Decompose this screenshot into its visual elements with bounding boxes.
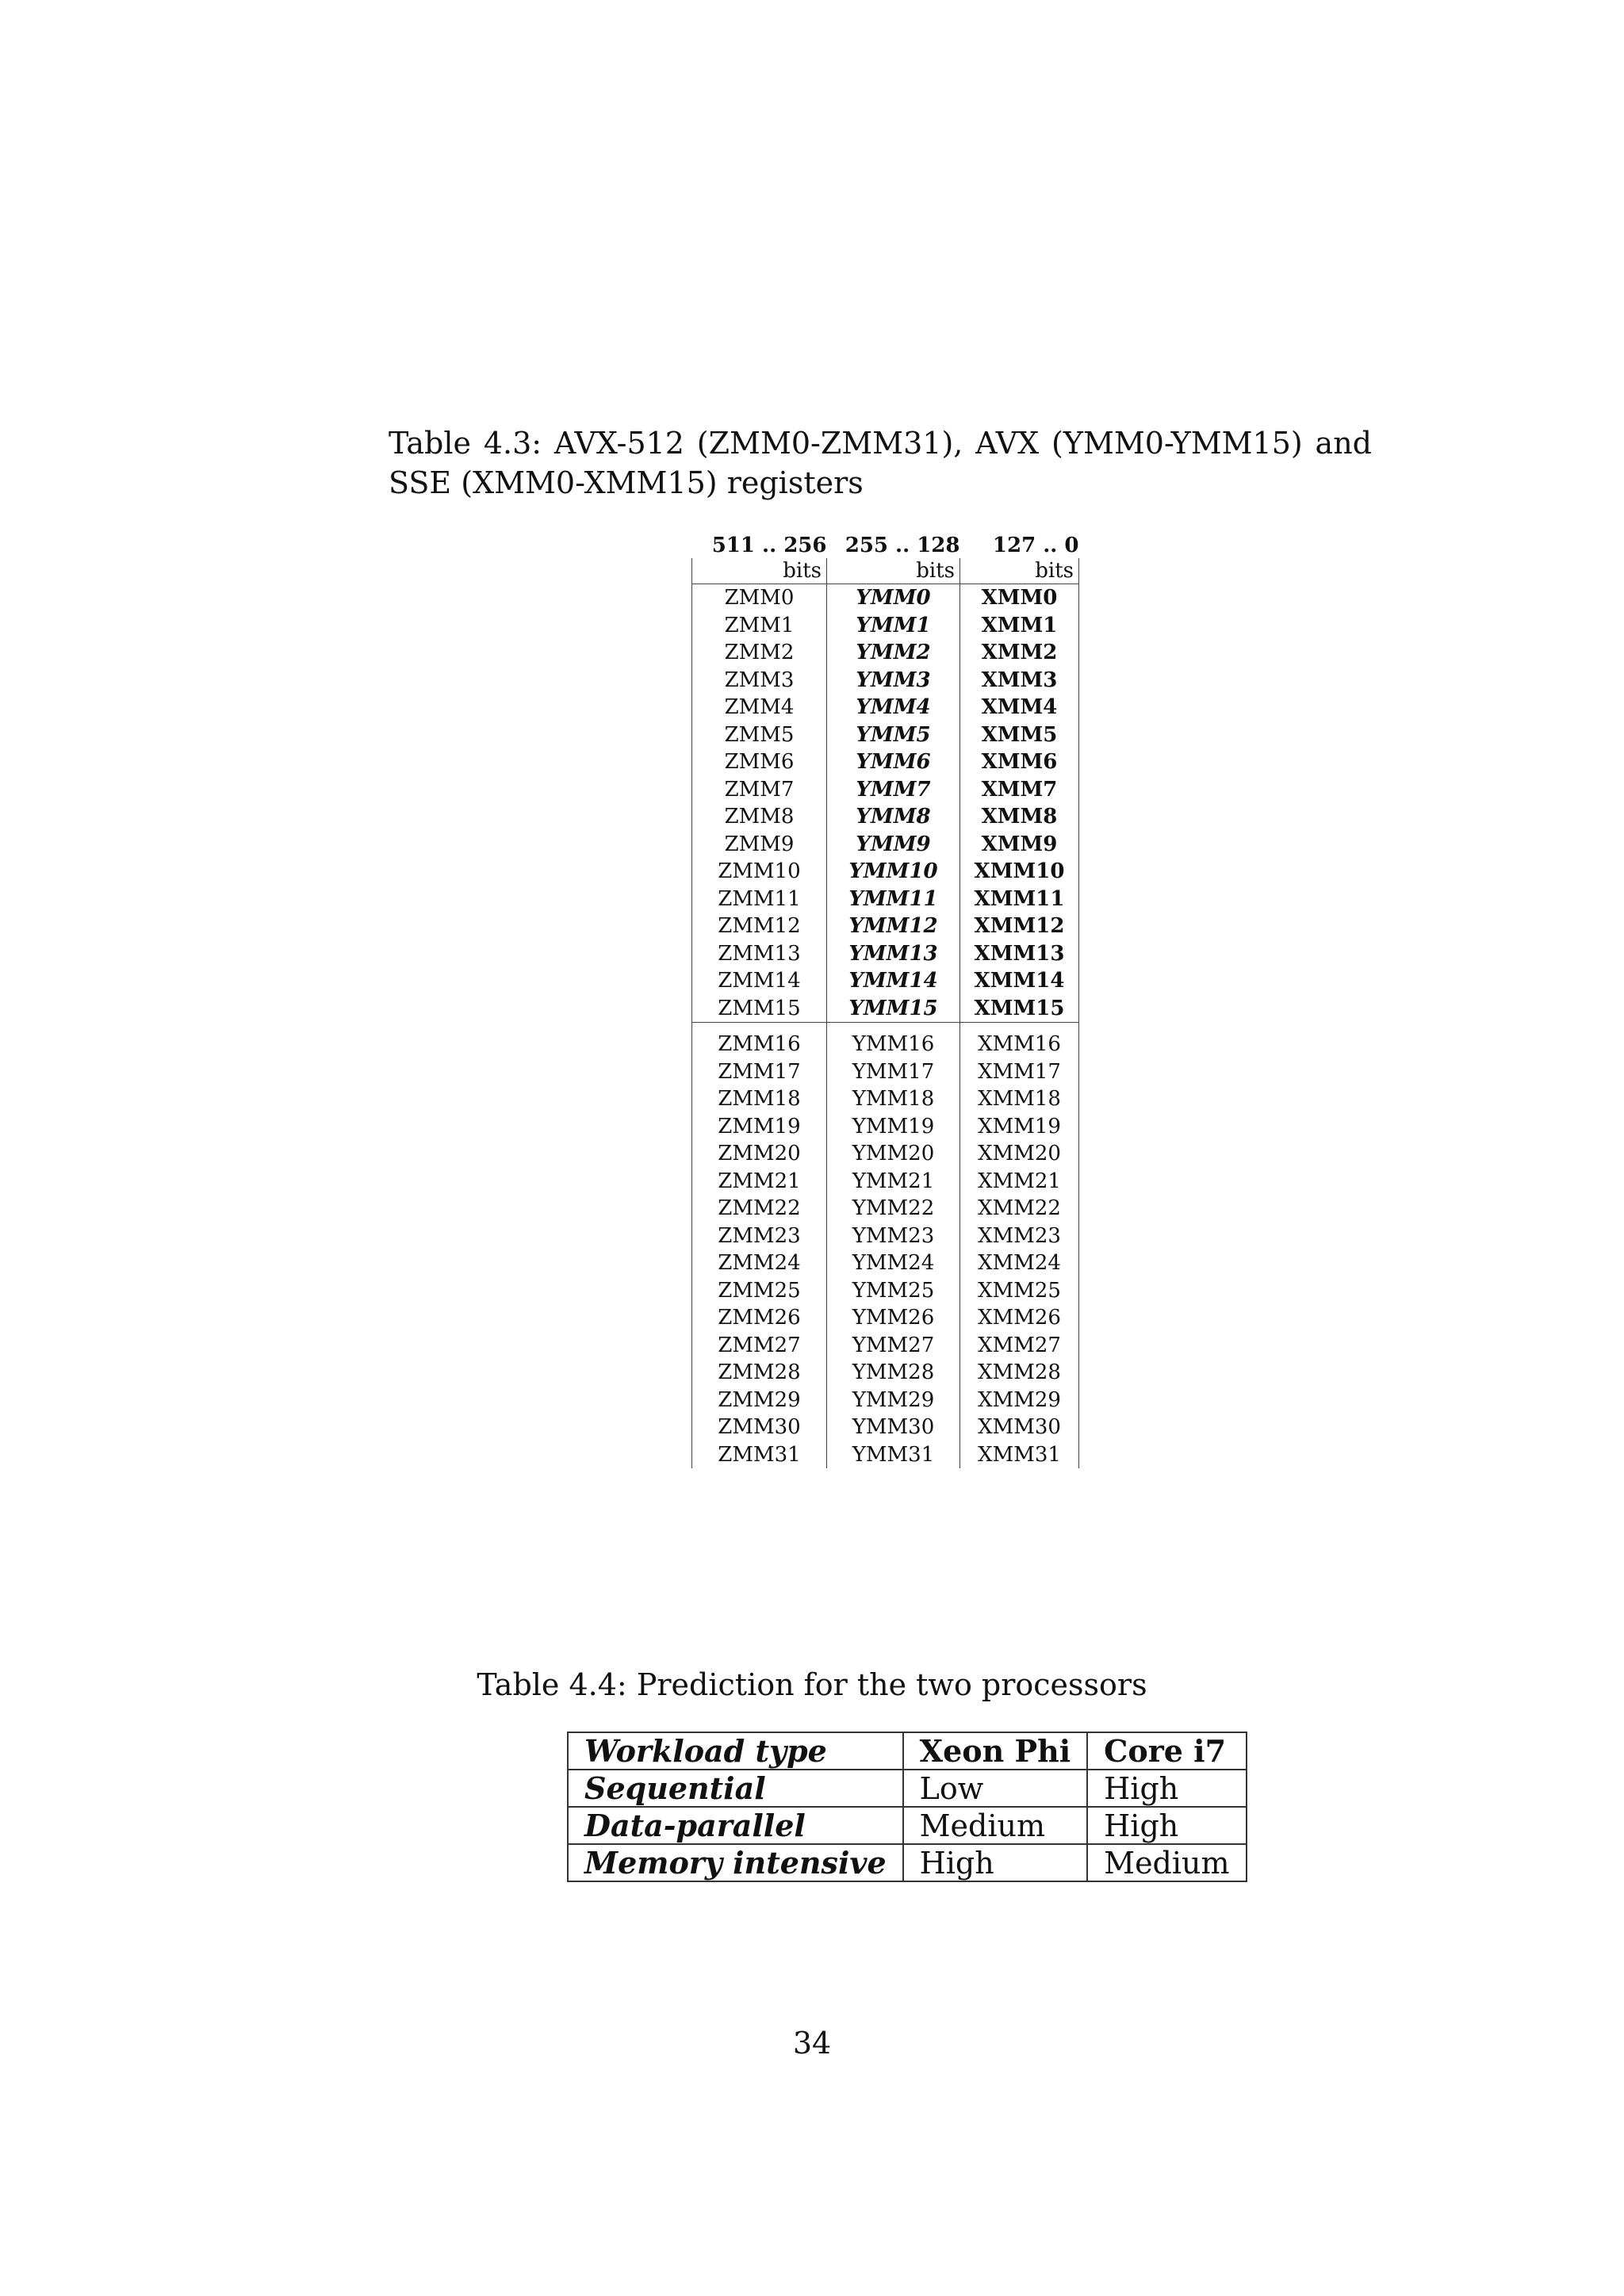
- table-4-4-caption: Table 4.4: Prediction for the two processors: [477, 1667, 1147, 1702]
- table-row: [692, 694, 1079, 721]
- xmm-cell: XMM12: [960, 913, 1079, 940]
- table-row: [692, 1414, 1079, 1441]
- zmm-cell: ZMM6: [692, 748, 827, 776]
- ymm-cell: YMM29: [827, 1387, 960, 1414]
- table-row: [568, 1807, 1247, 1844]
- ymm-cell: YMM22: [827, 1195, 960, 1223]
- xmm-cell: XMM29: [960, 1387, 1079, 1414]
- zmm-cell: ZMM25: [692, 1277, 827, 1305]
- ymm-cell: YMM16: [827, 1023, 960, 1058]
- xmm-cell: XMM21: [960, 1168, 1079, 1196]
- zmm-cell: ZMM12: [692, 913, 827, 940]
- table-row: [692, 940, 1079, 968]
- ymm-cell: YMM19: [827, 1113, 960, 1141]
- table-row: [692, 803, 1079, 831]
- table-row: [692, 721, 1079, 749]
- xmm-cell: XMM11: [960, 886, 1079, 913]
- table-row: [692, 1085, 1079, 1113]
- header-workload-type: Workload type: [568, 1732, 903, 1770]
- table-4-3-caption: Table 4.3: AVX-512 (ZMM0-ZMM31), AVX (YMM0-YMM15) and SSE (XMM0-XMM15) registers: [389, 426, 1372, 500]
- ymm-cell: YMM24: [827, 1249, 960, 1277]
- register-table-body: [692, 558, 1079, 1468]
- header-xeon-phi: Xeon Phi: [903, 1732, 1088, 1770]
- ymm-cell: YMM6: [827, 748, 960, 776]
- unit-bits: bits: [960, 558, 1079, 584]
- ymm-cell: YMM17: [827, 1058, 960, 1086]
- ymm-cell: YMM28: [827, 1359, 960, 1387]
- workload-name: Memory intensive: [568, 1844, 903, 1881]
- xeon-phi-value: High: [903, 1844, 1088, 1881]
- table-row: [692, 1168, 1079, 1196]
- table-row: [692, 1113, 1079, 1141]
- ymm-cell: YMM13: [827, 940, 960, 968]
- header-255-128: 255 .. 128: [845, 534, 960, 557]
- zmm-cell: ZMM3: [692, 667, 827, 695]
- prediction-table-header-row: [568, 1732, 1247, 1770]
- zmm-cell: ZMM10: [692, 858, 827, 886]
- table-row: [692, 858, 1079, 886]
- workload-name: Sequential: [568, 1770, 903, 1807]
- xmm-cell: XMM19: [960, 1113, 1079, 1141]
- ymm-cell: YMM8: [827, 803, 960, 831]
- xmm-cell: XMM6: [960, 748, 1079, 776]
- zmm-cell: ZMM13: [692, 940, 827, 968]
- table-row: [692, 1304, 1079, 1332]
- table-row: [568, 1844, 1247, 1881]
- ymm-cell: YMM3: [827, 667, 960, 695]
- ymm-cell: YMM15: [827, 995, 960, 1023]
- zmm-cell: ZMM26: [692, 1304, 827, 1332]
- xmm-cell: XMM23: [960, 1223, 1079, 1250]
- page-number: 34: [792, 2026, 832, 2061]
- xmm-cell: XMM5: [960, 721, 1079, 749]
- table-row: [692, 995, 1079, 1023]
- xmm-cell: XMM18: [960, 1085, 1079, 1113]
- table-row: [692, 1058, 1079, 1086]
- zmm-cell: ZMM9: [692, 831, 827, 859]
- table-row: [692, 967, 1079, 995]
- table-row: [692, 1277, 1079, 1305]
- register-table: [691, 533, 1079, 1468]
- ymm-cell: YMM5: [827, 721, 960, 749]
- xmm-cell: XMM7: [960, 776, 1079, 804]
- xmm-cell: XMM28: [960, 1359, 1079, 1387]
- zmm-cell: ZMM8: [692, 803, 827, 831]
- zmm-cell: ZMM2: [692, 639, 827, 667]
- zmm-cell: ZMM1: [692, 612, 827, 640]
- zmm-cell: ZMM30: [692, 1414, 827, 1441]
- prediction-table: [567, 1732, 1247, 1882]
- ymm-cell: YMM25: [827, 1277, 960, 1305]
- ymm-cell: YMM20: [827, 1140, 960, 1168]
- zmm-cell: ZMM0: [692, 584, 827, 612]
- xmm-cell: XMM0: [960, 584, 1079, 612]
- xmm-cell: XMM16: [960, 1023, 1079, 1058]
- zmm-cell: ZMM7: [692, 776, 827, 804]
- xmm-cell: XMM20: [960, 1140, 1079, 1168]
- table-row: [692, 1441, 1079, 1469]
- ymm-cell: YMM23: [827, 1223, 960, 1250]
- xmm-cell: XMM8: [960, 803, 1079, 831]
- xmm-cell: XMM13: [960, 940, 1079, 968]
- zmm-cell: ZMM5: [692, 721, 827, 749]
- zmm-cell: ZMM28: [692, 1359, 827, 1387]
- zmm-cell: ZMM17: [692, 1058, 827, 1086]
- xeon-phi-value: Medium: [903, 1807, 1088, 1844]
- header-511-256: 511 .. 256: [711, 534, 827, 557]
- table-row: [692, 1023, 1079, 1058]
- xmm-cell: XMM3: [960, 667, 1079, 695]
- ymm-cell: YMM2: [827, 639, 960, 667]
- table-row: [692, 776, 1079, 804]
- table-row: [692, 748, 1079, 776]
- table-row: [692, 1223, 1079, 1250]
- unit-bits: bits: [692, 558, 827, 584]
- ymm-cell: YMM7: [827, 776, 960, 804]
- xmm-cell: XMM2: [960, 639, 1079, 667]
- ymm-cell: YMM26: [827, 1304, 960, 1332]
- ymm-cell: YMM14: [827, 967, 960, 995]
- table-row: [692, 1195, 1079, 1223]
- xmm-cell: XMM26: [960, 1304, 1079, 1332]
- ymm-cell: YMM21: [827, 1168, 960, 1196]
- unit-bits: bits: [827, 558, 960, 584]
- ymm-cell: YMM27: [827, 1332, 960, 1360]
- ymm-cell: YMM4: [827, 694, 960, 721]
- table-row: [692, 913, 1079, 940]
- table-row: [692, 612, 1079, 640]
- zmm-cell: ZMM29: [692, 1387, 827, 1414]
- zmm-cell: ZMM14: [692, 967, 827, 995]
- ymm-cell: YMM9: [827, 831, 960, 859]
- xmm-cell: XMM15: [960, 995, 1079, 1023]
- core-i7-value: High: [1087, 1770, 1246, 1807]
- zmm-cell: ZMM21: [692, 1168, 827, 1196]
- xmm-cell: XMM31: [960, 1441, 1079, 1469]
- ymm-cell: YMM12: [827, 913, 960, 940]
- xmm-cell: XMM27: [960, 1332, 1079, 1360]
- zmm-cell: ZMM23: [692, 1223, 827, 1250]
- xmm-cell: XMM1: [960, 612, 1079, 640]
- ymm-cell: YMM1: [827, 612, 960, 640]
- zmm-cell: ZMM22: [692, 1195, 827, 1223]
- ymm-cell: YMM10: [827, 858, 960, 886]
- zmm-cell: ZMM18: [692, 1085, 827, 1113]
- table-row: [692, 639, 1079, 667]
- workload-name: Data-parallel: [568, 1807, 903, 1844]
- zmm-cell: ZMM16: [692, 1023, 827, 1058]
- zmm-cell: ZMM19: [692, 1113, 827, 1141]
- table-row: [692, 667, 1079, 695]
- zmm-cell: ZMM4: [692, 694, 827, 721]
- ymm-cell: YMM0: [827, 584, 960, 612]
- core-i7-value: High: [1087, 1807, 1246, 1844]
- xmm-cell: XMM22: [960, 1195, 1079, 1223]
- table-row: [692, 584, 1079, 612]
- xmm-cell: XMM4: [960, 694, 1079, 721]
- table-row: [692, 1332, 1079, 1360]
- table-row: [692, 1249, 1079, 1277]
- table-row: [692, 886, 1079, 913]
- zmm-cell: ZMM31: [692, 1441, 827, 1469]
- ymm-cell: YMM31: [827, 1441, 960, 1469]
- table-row: [692, 831, 1079, 859]
- xmm-cell: XMM14: [960, 967, 1079, 995]
- header-core-i7: Core i7: [1087, 1732, 1246, 1770]
- ymm-cell: YMM18: [827, 1085, 960, 1113]
- register-table-header-row: [692, 533, 1079, 558]
- core-i7-value: Medium: [1087, 1844, 1246, 1881]
- xmm-cell: XMM24: [960, 1249, 1079, 1277]
- xeon-phi-value: Low: [903, 1770, 1088, 1807]
- xmm-cell: XMM25: [960, 1277, 1079, 1305]
- ymm-cell: YMM30: [827, 1414, 960, 1441]
- zmm-cell: ZMM15: [692, 995, 827, 1023]
- xmm-cell: XMM30: [960, 1414, 1079, 1441]
- table-row: [692, 1359, 1079, 1387]
- register-table-units-row: [692, 558, 1079, 584]
- ymm-cell: YMM11: [827, 886, 960, 913]
- xmm-cell: XMM9: [960, 831, 1079, 859]
- table-row: [692, 1387, 1079, 1414]
- header-127-0: 127 .. 0: [992, 534, 1079, 557]
- zmm-cell: ZMM20: [692, 1140, 827, 1168]
- table-row: [568, 1770, 1247, 1807]
- table-row: [692, 1140, 1079, 1168]
- xmm-cell: XMM17: [960, 1058, 1079, 1086]
- xmm-cell: XMM10: [960, 858, 1079, 886]
- zmm-cell: ZMM27: [692, 1332, 827, 1360]
- zmm-cell: ZMM24: [692, 1249, 827, 1277]
- zmm-cell: ZMM11: [692, 886, 827, 913]
